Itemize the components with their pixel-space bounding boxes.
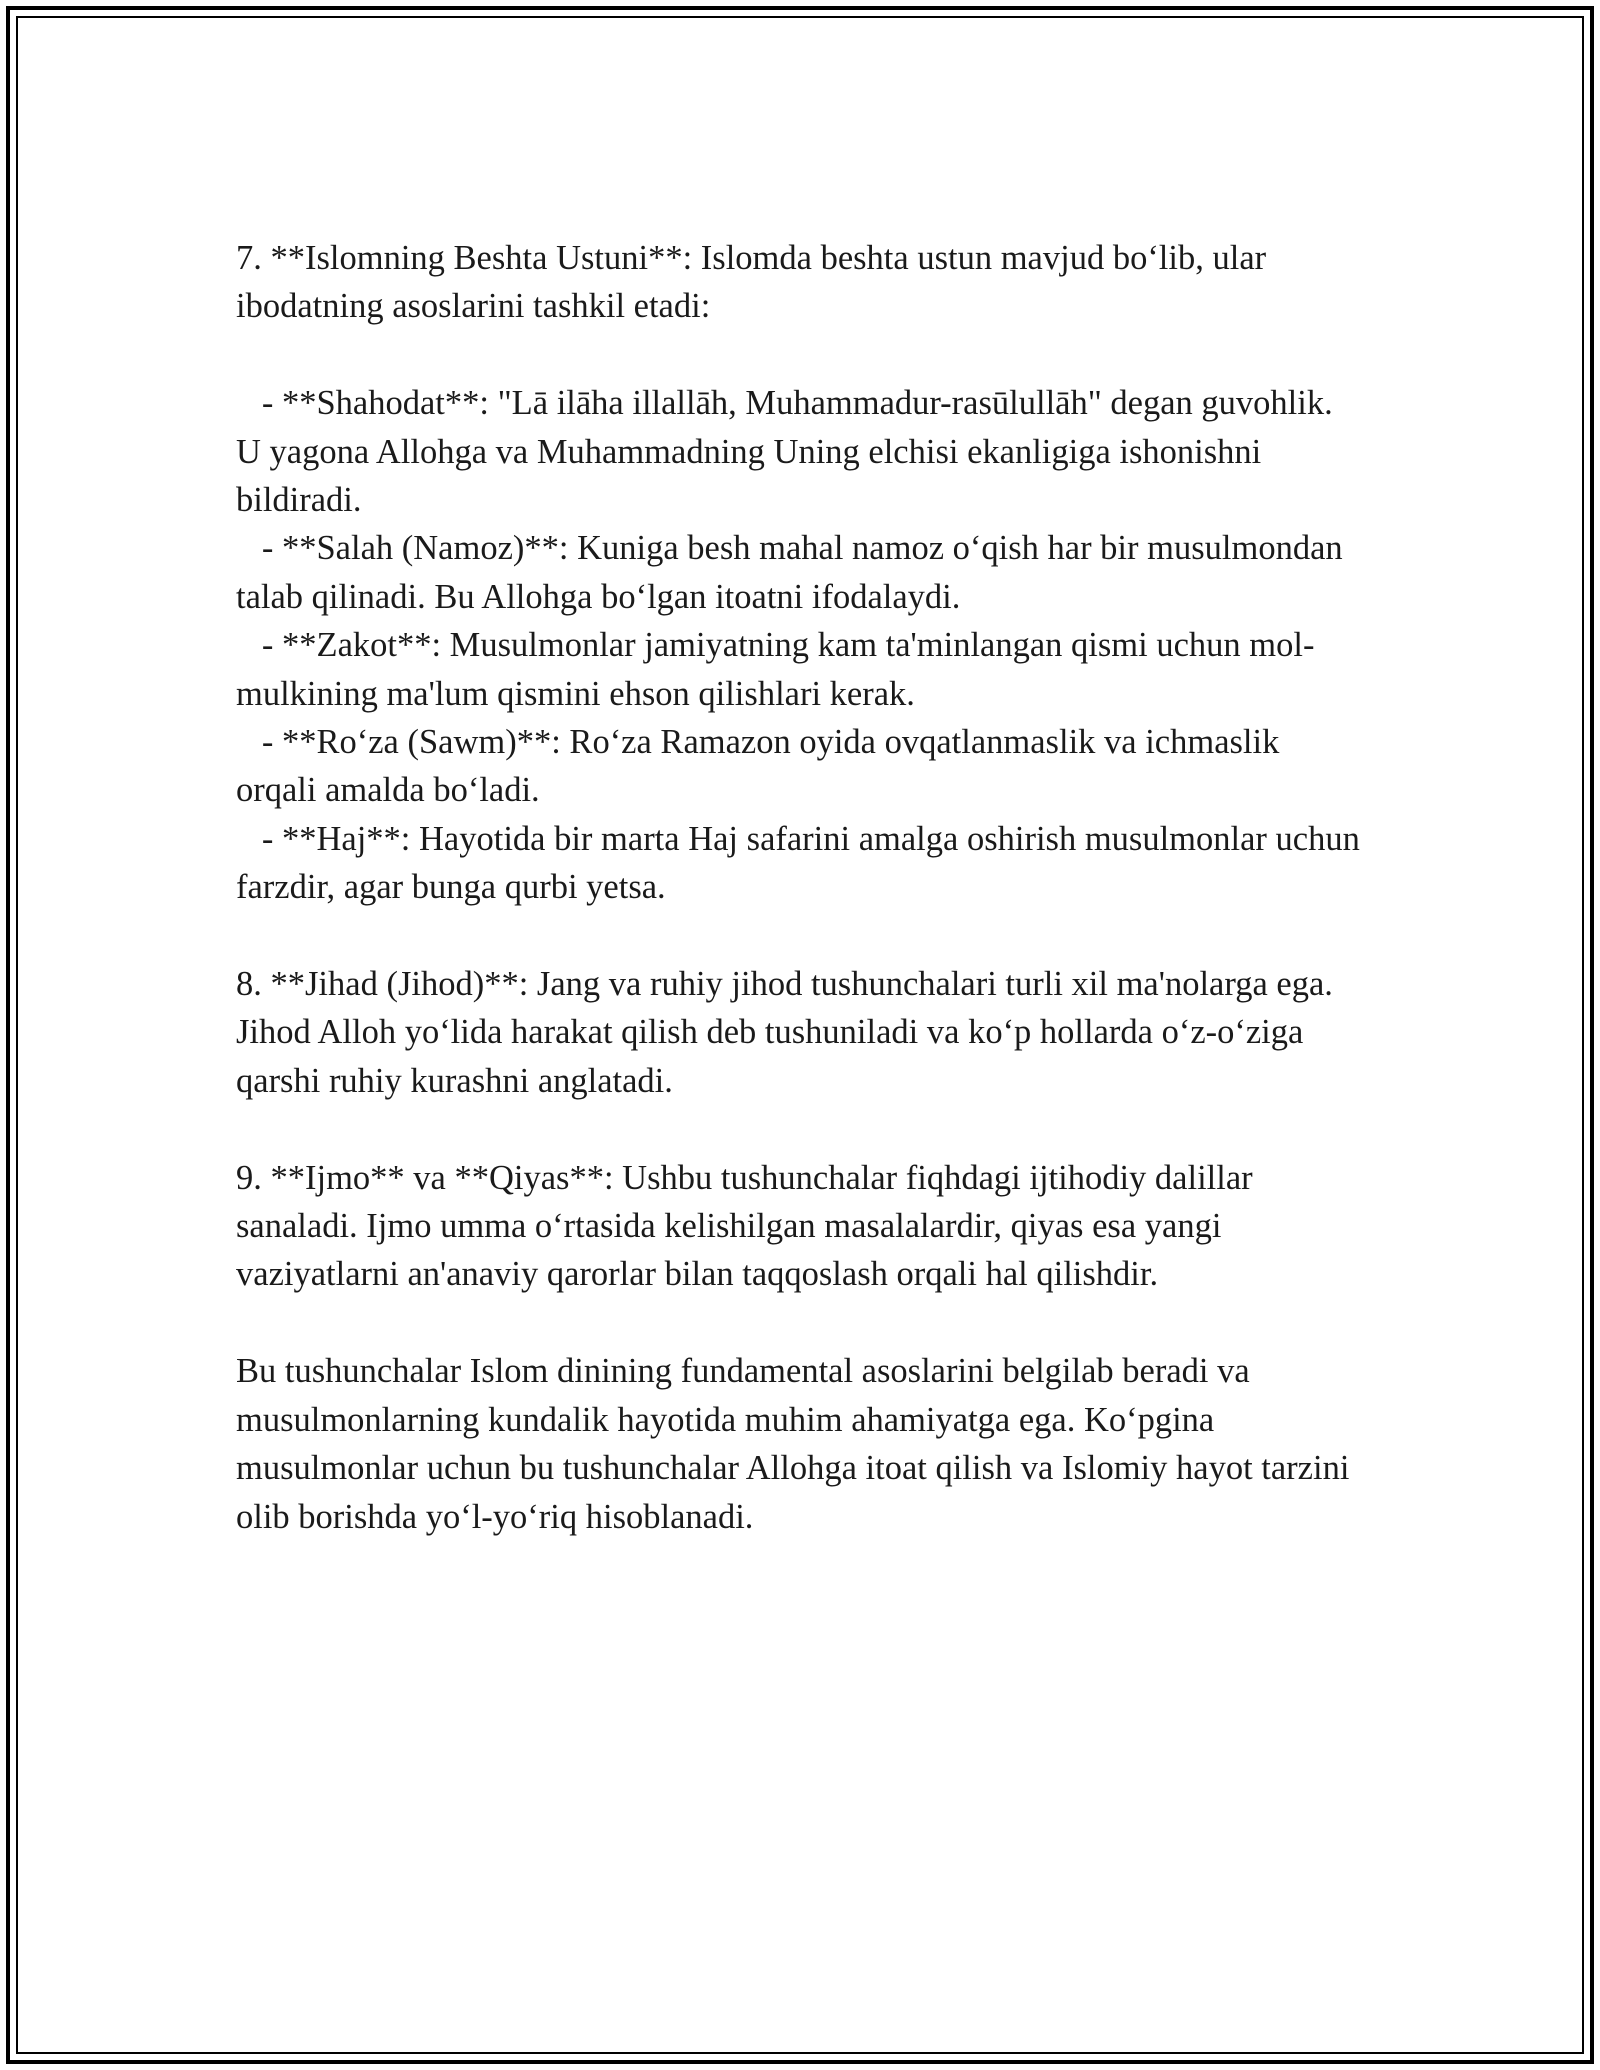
paragraph-gap: [236, 1299, 1366, 1347]
paragraph-gap: [236, 1105, 1366, 1153]
bullet-zakot: - **Zakot**: Musulmonlar jamiyatning kam ta'minlangan qismi uchun mol-mulkining ma'lum qismini ehson qilishlari kerak.: [236, 626, 1315, 713]
bullet-roza: - **Roʻza (Sawm)**: Roʻza Ramazon oyida ovqatlanmaslik va ichmaslik orqali amalda boʻladi.: [236, 723, 1280, 810]
bullet-salah: - **Salah (Namoz)**: Kuniga besh mahal namoz oʻqish har bir musulmondan talab qilinadi. Bu Allohga boʻlgan itoatni ifodalaydi.: [236, 529, 1343, 616]
bullet-haj: - **Haj**: Hayotida bir marta Haj safarini amalga oshirish musulmonlar uchun farzdir, agar bunga qurbi yetsa.: [236, 819, 1360, 907]
section-9-paragraph: 9. **Ijmo** va **Qiyas**: Ushbu tushunchalar fiqhdagi ijtihodiy dalillar sanaladi. Ijmo umma oʻrtasida kelishilgan masalalardir, qiyas esa yangi vaziyatlarni an'anaviy qarorlar bilan taqqoslash orqali hal qilishdir.: [236, 1158, 1253, 1294]
paragraph-gap: [236, 331, 1366, 379]
conclusion-paragraph: Bu tushunchalar Islom dinining fundamental asoslarini belgilab beradi va musulmonlarning kundalik hayotida muhim ahamiyatga ega. Koʻpgina musulmonlar uchun bu tushunchalar Allohga itoat qilish va Islomiy hayot tarzini olib borishda yoʻl-yoʻriq hisoblanadi.: [236, 1352, 1350, 1536]
paragraph-gap: [236, 912, 1366, 960]
document-body: [236, 234, 1366, 1541]
section-8-paragraph: 8. **Jihad (Jihod)**: Jang va ruhiy jihod tushunchalari turli xil ma'nolarga ega. Jihod Alloh yoʻlida harakat qilish deb tushuniladi va koʻp hollarda oʻz-oʻziga qarshi ruhiy kurashni anglatadi.: [236, 965, 1333, 1100]
section-7-heading: 7. **Islomning Beshta Ustuni**: Islomda beshta ustun mavjud boʻlib, ular ibodatning asoslarini tashkil etadi:: [236, 239, 1267, 326]
bullet-shahodat: - **Shahodat**: "Lā ilāha illallāh, Muhammadur-rasūlullāh" degan guvohlik. U yagona Allohga va Muhammadning Uning elchisi ekanligiga ishonishni bildiradi.: [236, 384, 1333, 520]
